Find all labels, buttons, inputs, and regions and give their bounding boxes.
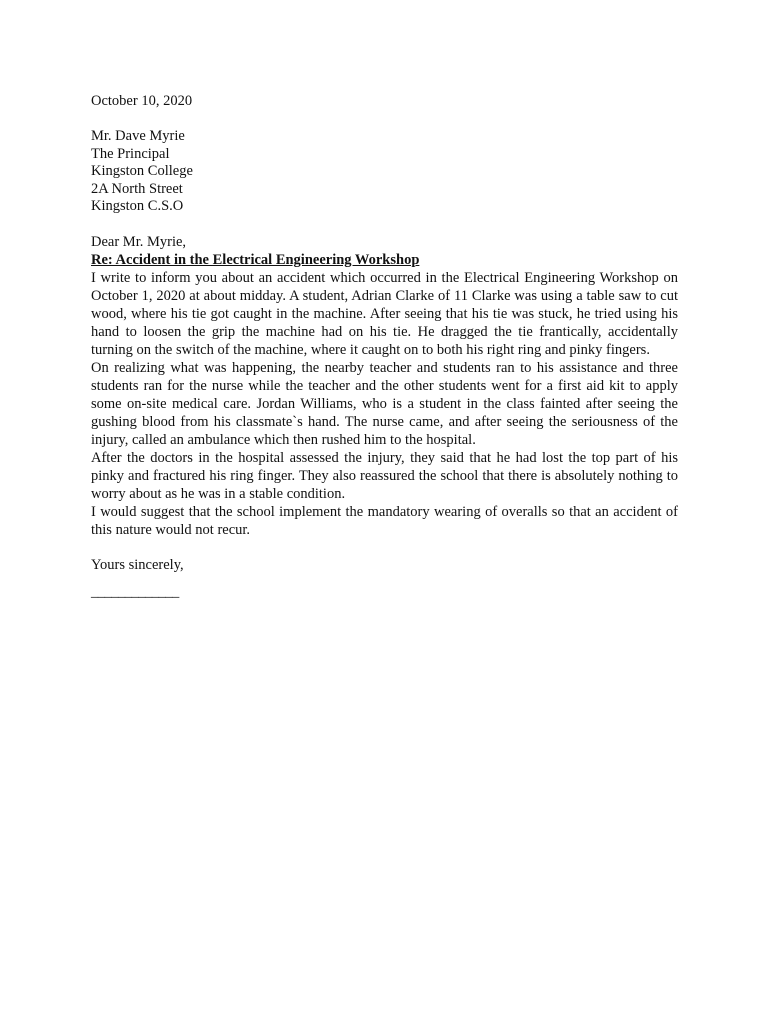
body-paragraph-3: After the doctors in the hospital assessed the injury, they said that he had lost the top part of his pinky and fractured his ring finger. They also reassured the school that there is absolutely nothing to worry about as he was in a stable condition. — [91, 449, 678, 502]
recipient-name: Mr. Dave Myrie — [91, 128, 185, 144]
body-paragraph-4: I would suggest that the school implement the mandatory wearing of overalls so that an accident of this nature would not recur. — [91, 503, 678, 538]
body-paragraph-2: On realizing what was happening, the nearby teacher and students ran to his assistance and three students ran for the nurse while the teacher and the other students went for a first aid kit to apply some on-site medical care. Jordan Williams, who is a student in the class fainted after seeing the gushing blood from his classmate`s hand. The nurse came, and after seeing the seriousness of the injury, called an ambulance which then rushed him to the hospital. — [91, 359, 678, 448]
letter-date: October 10, 2020 — [91, 93, 193, 109]
signature-line: _____________ — [91, 583, 179, 600]
recipient-address — [91, 128, 678, 216]
letter-page — [91, 92, 678, 601]
body-paragraph-1: I write to inform you about an accident which occurred in the Electrical Engineering Workshop on October 1, 2020 at about midday. A student, Adrian Clarke of 11 Clarke was using a table saw to cut wood, where his tie got caught in the machine. After seeing that his tie was stuck, he tried using his hand to loosen the grip the machine had on his tie. He dragged the tie frantically, accidentally turning on the switch of the machine, where it caught on to both his right ring and pinky fingers. — [91, 269, 678, 358]
subject-line: Re: Accident in the Electrical Engineering Workshop — [91, 251, 420, 268]
recipient-city: Kingston C.S.O — [91, 198, 184, 215]
recipient-street: 2A North Street — [91, 180, 183, 197]
recipient-institution: Kingston College — [91, 163, 193, 180]
closing: Yours sincerely, — [91, 556, 184, 573]
recipient-title: The Principal — [91, 145, 170, 162]
salutation: Dear Mr. Myrie, — [91, 233, 187, 250]
